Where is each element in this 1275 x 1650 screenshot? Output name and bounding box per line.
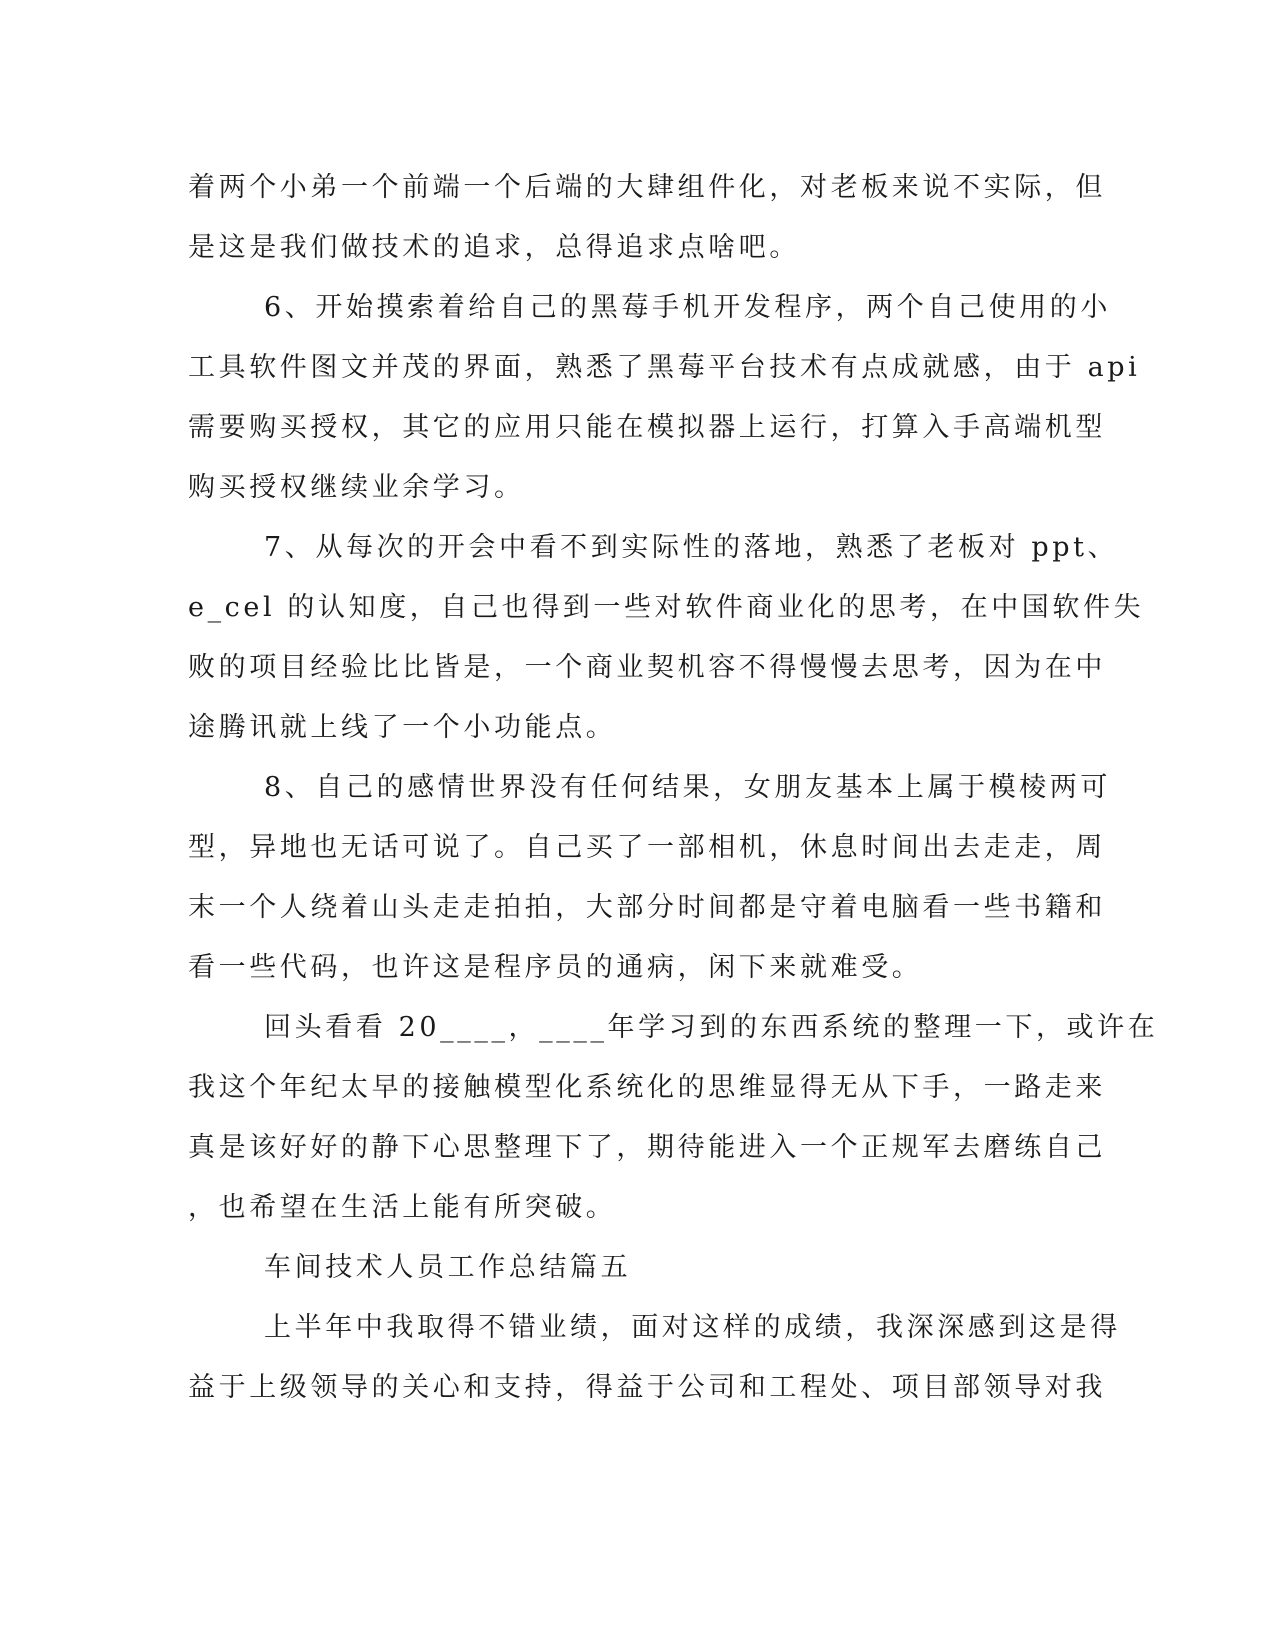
text-line: 我这个年纪太早的接触模型化系统化的思维显得无从下手，一路走来 [188,1072,1106,1103]
paragraph-start-line: 上半年中我取得不错业绩，面对这样的成绩，我深深感到这是得 [264,1312,1121,1343]
paragraph-start-line: 8、自己的感情世界没有任何结果，女朋友基本上属于模棱两可 [264,772,1111,803]
paragraph-start-line: 6、开始摸索着给自己的黑莓手机开发程序，两个自己使用的小 [264,292,1111,323]
text-line: 败的项目经验比比皆是，一个商业契机容不得慢慢去思考，因为在中 [188,652,1106,683]
text-line: 着两个小弟一个前端一个后端的大肆组件化，对老板来说不实际，但 [188,172,1106,203]
text-line: 看一些代码，也许这是程序员的通病，闲下来就难受。 [188,952,923,983]
text-line: ，也希望在生活上能有所突破。 [188,1192,617,1223]
text-line: 需要购买授权，其它的应用只能在模拟器上运行，打算入手高端机型 [188,412,1106,443]
text-line: 途腾讯就上线了一个小功能点。 [188,712,617,743]
text-line: 益于上级领导的关心和支持，得益于公司和工程处、项目部领导对我 [188,1372,1106,1403]
text-line: 型，异地也无话可说了。自己买了一部相机，休息时间出去走走，周 [188,832,1106,863]
text-line: 工具软件图文并茂的界面，熟悉了黑莓平台技术有点成就感，由于 api [188,352,1141,383]
paragraph-start-line: 7、从每次的开会中看不到实际性的落地，熟悉了老板对 ppt、 [264,532,1119,563]
text-line: 真是该好好的静下心思整理下了，期待能进入一个正规军去磨练自己 [188,1132,1106,1163]
paragraph-start-line: 回头看看 20____，____年学习到的东西系统的整理一下，或许在 [264,1012,1159,1043]
section-heading: 车间技术人员工作总结篇五 [264,1252,632,1283]
text-line: 是这是我们做技术的追求，总得追求点啥吧。 [188,232,800,263]
text-line: 末一个人绕着山头走走拍拍，大部分时间都是守着电脑看一些书籍和 [188,892,1106,923]
text-line: 购买授权继续业余学习。 [188,472,525,503]
text-line: e_cel 的认知度，自己也得到一些对软件商业化的思考，在中国软件失 [188,592,1145,623]
